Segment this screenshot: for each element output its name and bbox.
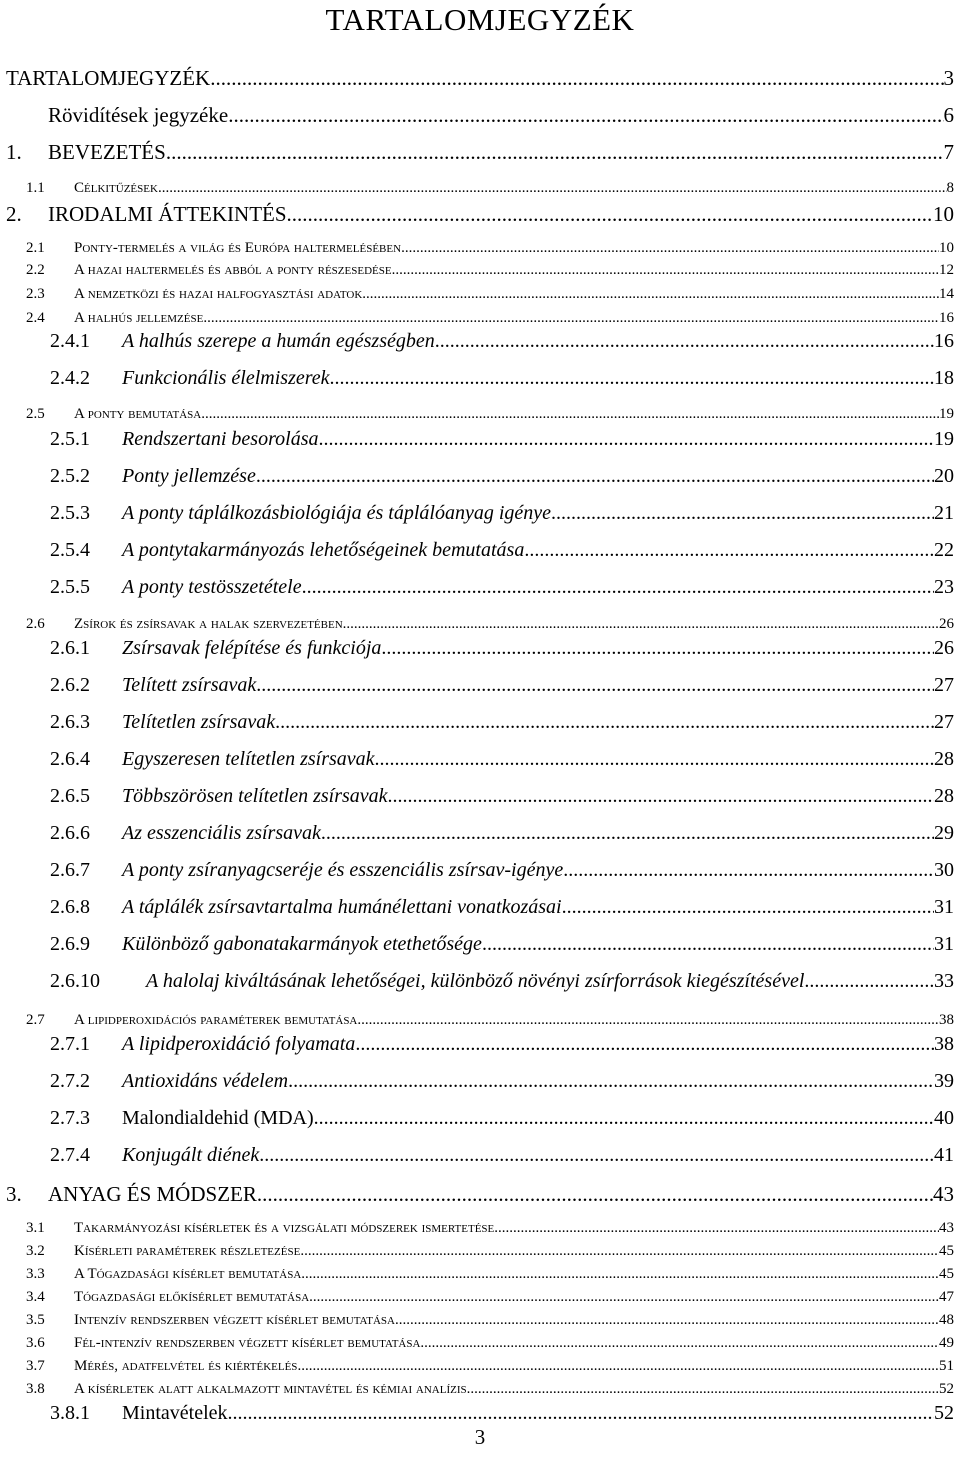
toc-entry-page: 38 <box>939 1012 954 1028</box>
toc-entry-label: Zsírsavak felépítése és funkciója <box>122 637 382 659</box>
toc-entry[interactable] <box>6 66 954 91</box>
toc-entry[interactable] <box>26 1220 954 1237</box>
dot-leader <box>257 1182 933 1207</box>
toc-entry-label: Rövidítések jegyzéke <box>48 103 229 127</box>
toc-entry[interactable] <box>50 1144 954 1167</box>
toc-entry[interactable] <box>48 103 954 128</box>
toc-entry-label: Zsírok és zsírsavak a halak szervezetében <box>74 616 343 632</box>
toc-entry-page: 52 <box>939 1381 954 1397</box>
toc-entry-page: 41 <box>934 1144 954 1166</box>
toc-entry-label: A ponty táplálkozásbiológiája és táplálóanyag igénye <box>122 502 552 524</box>
toc-entry-page: 39 <box>934 1070 954 1092</box>
toc-entry-label: Takarmányozási kísérletek és a vizsgálati módszerek ismertetése <box>74 1220 495 1236</box>
toc-entry-page: 27 <box>934 711 954 733</box>
toc-entry-number: 2.6.6 <box>50 822 90 844</box>
toc-entry-page: 52 <box>934 1402 954 1424</box>
toc-entry-page: 51 <box>939 1358 954 1374</box>
toc-entry-number: 3.8 <box>26 1381 45 1397</box>
toc-entry-page: 48 <box>939 1312 954 1328</box>
toc-entry[interactable] <box>50 1033 954 1056</box>
dot-leader <box>297 1358 939 1375</box>
toc-entry-label: A pontytakarmányozás lehetőségeinek bemutatása <box>122 539 525 561</box>
toc-entry-number: 3.4 <box>26 1289 45 1305</box>
toc-entry[interactable] <box>6 202 954 227</box>
toc-entry-page: 43 <box>939 1220 954 1236</box>
toc-entry-page: 43 <box>933 1182 954 1206</box>
toc-entry[interactable] <box>50 428 954 451</box>
toc-entry-page: 38 <box>934 1033 954 1055</box>
toc-entry[interactable] <box>26 1012 954 1029</box>
toc-entry-label: Rendszertani besorolása <box>122 428 319 450</box>
toc-entry-number: 2.7.1 <box>50 1033 90 1055</box>
toc-entry[interactable] <box>50 822 954 845</box>
toc-entry-label: ANYAG ÉS MÓDSZER <box>48 1182 257 1206</box>
dot-leader <box>314 1107 934 1130</box>
toc-entry-number: 2.5.4 <box>50 539 90 561</box>
toc-entry-label: Malondialdehid (MDA) <box>122 1107 314 1129</box>
dot-leader <box>210 66 943 91</box>
toc-entry-label: Intenzív rendszerben végzett kísérlet bemutatása <box>74 1312 395 1328</box>
toc-entry-number: 3. <box>6 1182 22 1206</box>
toc-entry-label: Ponty-termelés a világ és Európa haltermelésében <box>74 240 402 256</box>
toc-entry-label: A kísérletek alatt alkalmazott mintavétel és kémiai analízis <box>74 1381 467 1397</box>
toc-entry[interactable] <box>26 310 954 327</box>
toc-entry[interactable] <box>50 785 954 808</box>
dot-leader <box>300 1243 939 1260</box>
page-title: TARTALOMJEGYZÉK <box>325 2 635 37</box>
dot-leader <box>288 1070 934 1093</box>
toc-entry[interactable] <box>50 896 954 919</box>
dot-leader <box>563 859 934 882</box>
page-number: 3 <box>474 1425 486 1449</box>
toc-entry-number: 2.7.4 <box>50 1144 90 1166</box>
toc-entry-page: 31 <box>934 896 954 918</box>
dot-leader <box>494 1220 939 1237</box>
toc-entry-page: 33 <box>934 970 954 992</box>
toc-entry[interactable] <box>26 1266 954 1283</box>
toc-entry-page: 10 <box>939 240 954 256</box>
toc-entry[interactable] <box>26 262 954 279</box>
toc-entry[interactable] <box>50 970 954 993</box>
toc-entry-page: 49 <box>939 1335 954 1351</box>
toc-entry-page: 3 <box>943 66 954 90</box>
dot-leader <box>158 180 947 197</box>
toc-entry-number: 2.6.9 <box>50 933 90 955</box>
dot-leader <box>395 1312 939 1329</box>
toc-entry-label: A lipidperoxidációs paraméterek bemutatása <box>74 1012 358 1028</box>
toc-entry-number: 2.6.8 <box>50 896 90 918</box>
toc-entry[interactable] <box>26 240 954 257</box>
toc-entry-label: A nemzetközi és hazai halfogyasztási adatok <box>74 286 363 302</box>
dot-leader <box>166 140 944 165</box>
toc-entry-number: 3.1 <box>26 1220 45 1236</box>
toc-entry-number: 2.4.1 <box>50 330 90 352</box>
toc-entry-page: 12 <box>939 262 954 278</box>
dot-leader <box>435 330 934 353</box>
toc-entry-number: 2.4.2 <box>50 367 90 389</box>
dot-leader <box>259 1144 934 1167</box>
toc-entry[interactable] <box>50 859 954 882</box>
toc-entry-number: 2.3 <box>26 286 45 302</box>
toc-entry-number: 2.6.5 <box>50 785 90 807</box>
dot-leader <box>375 748 934 771</box>
toc-entry-label: A Tógazdasági kísérlet bemutatása <box>74 1266 302 1282</box>
toc-entry-label: A lipidperoxidáció folyamata <box>122 1033 356 1055</box>
toc-entry[interactable] <box>26 286 954 303</box>
dot-leader <box>301 1266 939 1283</box>
toc-entry[interactable] <box>50 1402 954 1425</box>
toc-entry-page: 45 <box>939 1266 954 1282</box>
toc-entry-label: Többszörösen telítetlen zsírsavak <box>122 785 388 807</box>
toc-entry-page: 16 <box>934 330 954 352</box>
toc-entry-number: 2.4 <box>26 310 45 326</box>
toc-entry-label: Konjugált diének <box>122 1144 260 1166</box>
toc-entry-page: 19 <box>934 428 954 450</box>
dot-leader <box>467 1381 939 1398</box>
dot-leader <box>287 202 933 227</box>
toc-entry-number: 2. <box>6 202 22 226</box>
toc-entry[interactable] <box>50 465 954 488</box>
toc-entry-label: A halhús szerepe a humán egészségben <box>122 330 435 352</box>
toc-entry-page: 29 <box>934 822 954 844</box>
toc-entry-number: 3.7 <box>26 1358 45 1374</box>
toc-entry-page: 30 <box>934 859 954 881</box>
toc-entry-label: TARTALOMJEGYZÉK <box>6 66 211 90</box>
toc-entry[interactable] <box>50 367 954 390</box>
toc-entry[interactable] <box>6 1182 954 1207</box>
toc-entry-page: 16 <box>939 310 954 326</box>
toc-entry-label: Telített zsírsavak <box>122 674 257 696</box>
dot-leader <box>330 367 934 390</box>
toc-entry[interactable] <box>50 711 954 734</box>
toc-entry-label: A halhús jellemzése <box>74 310 204 326</box>
toc-entry-label: A hazai haltermelés és abból a ponty részesedése <box>74 262 392 278</box>
toc-entry-number: 3.6 <box>26 1335 45 1351</box>
dot-leader <box>318 428 934 451</box>
toc-entry-number: 2.6.3 <box>50 711 90 733</box>
toc-entry-label: Funkcionális élelmiszerek <box>122 367 330 389</box>
toc-entry-page: 45 <box>939 1243 954 1259</box>
toc-entry-page: 47 <box>939 1289 954 1305</box>
toc-entry[interactable] <box>50 1107 954 1130</box>
toc-entry-number: 3.8.1 <box>50 1402 90 1424</box>
toc-entry-number: 1.1 <box>26 180 45 196</box>
toc-entry-label: Antioxidáns védelem <box>122 1070 289 1092</box>
toc-entry-number: 2.6.7 <box>50 859 90 881</box>
toc-entry[interactable] <box>26 1289 954 1306</box>
toc-entry-label: Fél-intenzív rendszerben végzett kísérlet bemutatása <box>74 1335 421 1351</box>
dot-leader <box>228 103 943 128</box>
toc-entry[interactable] <box>26 1335 954 1352</box>
toc-entry[interactable] <box>50 576 954 599</box>
dot-leader <box>482 933 934 956</box>
toc-entry-label: A ponty testösszetétele <box>122 576 302 598</box>
toc-entry-label: Tógazdasági előkísérlet bemutatása <box>74 1289 310 1305</box>
dot-leader <box>562 896 934 919</box>
dot-leader <box>804 970 934 993</box>
toc-entry-number: 2.6.4 <box>50 748 90 770</box>
dot-leader <box>401 240 939 257</box>
toc-entry-page: 40 <box>934 1107 954 1129</box>
toc-entry-number: 2.6.2 <box>50 674 90 696</box>
dot-leader <box>203 310 939 327</box>
toc-entry[interactable] <box>26 406 954 423</box>
dot-leader <box>388 785 934 808</box>
toc-entry-number: 2.6.10 <box>50 970 100 992</box>
toc-entry-number: 2.5.1 <box>50 428 90 450</box>
toc-entry-page: 26 <box>939 616 954 632</box>
toc-entry[interactable] <box>26 1381 954 1398</box>
dot-leader <box>420 1335 939 1352</box>
toc-entry-page: 14 <box>939 286 954 302</box>
dot-leader <box>355 1033 934 1056</box>
toc-entry-label: Az esszenciális zsírsavak <box>122 822 321 844</box>
toc-entry-label: A ponty bemutatása <box>74 406 202 422</box>
toc-entry[interactable] <box>26 1358 954 1375</box>
dot-leader <box>362 286 939 303</box>
toc-entry-page: 31 <box>934 933 954 955</box>
toc-entry-page: 6 <box>943 103 954 127</box>
toc-entry-page: 21 <box>934 502 954 524</box>
toc-entry-page: 23 <box>934 576 954 598</box>
toc-entry[interactable] <box>50 539 954 562</box>
toc-entry[interactable] <box>50 330 954 353</box>
toc-entry[interactable] <box>26 180 954 197</box>
toc-entry-label: A halolaj kiváltásának lehetőségei, különböző növényi zsírforrások kiegészítésével <box>146 970 805 992</box>
toc-entry[interactable] <box>50 1070 954 1093</box>
toc-entry-label: IRODALMI ÁTTEKINTÉS <box>48 202 287 226</box>
toc-entry-page: 18 <box>934 367 954 389</box>
dot-leader <box>551 502 934 525</box>
toc-entry[interactable] <box>50 748 954 771</box>
toc-entry-label: A ponty zsíranyagcseréje és esszenciális zsírsav-igénye <box>122 859 564 881</box>
toc-entry[interactable] <box>6 140 954 165</box>
toc-entry-number: 3.5 <box>26 1312 45 1328</box>
toc-entry-number: 2.5.3 <box>50 502 90 524</box>
toc-entry-number: 2.5.5 <box>50 576 90 598</box>
toc-entry-label: Különböző gabonatakarmányok etethetősége <box>122 933 482 955</box>
toc-entry-number: 2.1 <box>26 240 45 256</box>
toc-entry[interactable] <box>26 616 954 633</box>
toc-entry-page: 26 <box>934 637 954 659</box>
toc-entry-page: 27 <box>934 674 954 696</box>
toc-entry-number: 3.3 <box>26 1266 45 1282</box>
dot-leader <box>275 711 934 734</box>
toc-entry-label: Ponty jellemzése <box>122 465 256 487</box>
toc-entry[interactable] <box>26 1243 954 1260</box>
toc-entry-number: 2.7.3 <box>50 1107 90 1129</box>
toc-entry-number: 2.6.1 <box>50 637 90 659</box>
dot-leader <box>343 616 939 633</box>
toc-entry-page: 20 <box>934 465 954 487</box>
dot-leader <box>228 1402 934 1425</box>
toc-entry[interactable] <box>50 637 954 660</box>
toc-entry-page: 7 <box>943 140 954 164</box>
toc-entry-page: 28 <box>934 748 954 770</box>
toc-entry-page: 10 <box>933 202 954 226</box>
dot-leader <box>357 1012 939 1029</box>
toc-entry-number: 1. <box>6 140 22 164</box>
toc-entry-number: 2.5 <box>26 406 45 422</box>
dot-leader <box>381 637 934 660</box>
dot-leader <box>524 539 934 562</box>
toc-entry-page: 19 <box>939 406 954 422</box>
dot-leader <box>302 576 934 599</box>
dot-leader <box>392 262 939 279</box>
toc-entry[interactable] <box>26 1312 954 1329</box>
toc-entry-label: Mérés, adatfelvétel és kiértékelés <box>74 1358 298 1374</box>
toc-entry[interactable] <box>50 674 954 697</box>
toc-entry-page: 22 <box>934 539 954 561</box>
toc-entry-label: Egyszeresen telítetlen zsírsavak <box>122 748 375 770</box>
dot-leader <box>256 465 934 488</box>
dot-leader <box>309 1289 939 1306</box>
toc-entry-page: 28 <box>934 785 954 807</box>
toc-entry-label: BEVEZETÉS <box>48 140 166 164</box>
toc-entry-label: Kísérleti paraméterek részletezése <box>74 1243 301 1259</box>
toc-entry-label: A táplálék zsírsavtartalma humánélettani vonatkozásai <box>122 896 562 918</box>
toc-entry-label: Célkitűzések <box>74 180 158 196</box>
toc-entry-number: 2.7 <box>26 1012 45 1028</box>
dot-leader <box>321 822 934 845</box>
dot-leader <box>256 674 934 697</box>
toc-entry-label: Telítetlen zsírsavak <box>122 711 276 733</box>
dot-leader <box>201 406 939 423</box>
toc-entry-number: 2.7.2 <box>50 1070 90 1092</box>
toc-entry-number: 3.2 <box>26 1243 45 1259</box>
toc-entry-label: Mintavételek <box>122 1402 228 1424</box>
toc-entry[interactable] <box>50 933 954 956</box>
toc-entry-number: 2.6 <box>26 616 45 632</box>
toc-entry-number: 2.2 <box>26 262 45 278</box>
toc-entry-page: 8 <box>946 180 954 196</box>
toc-entry-number: 2.5.2 <box>50 465 90 487</box>
toc-entry[interactable] <box>50 502 954 525</box>
